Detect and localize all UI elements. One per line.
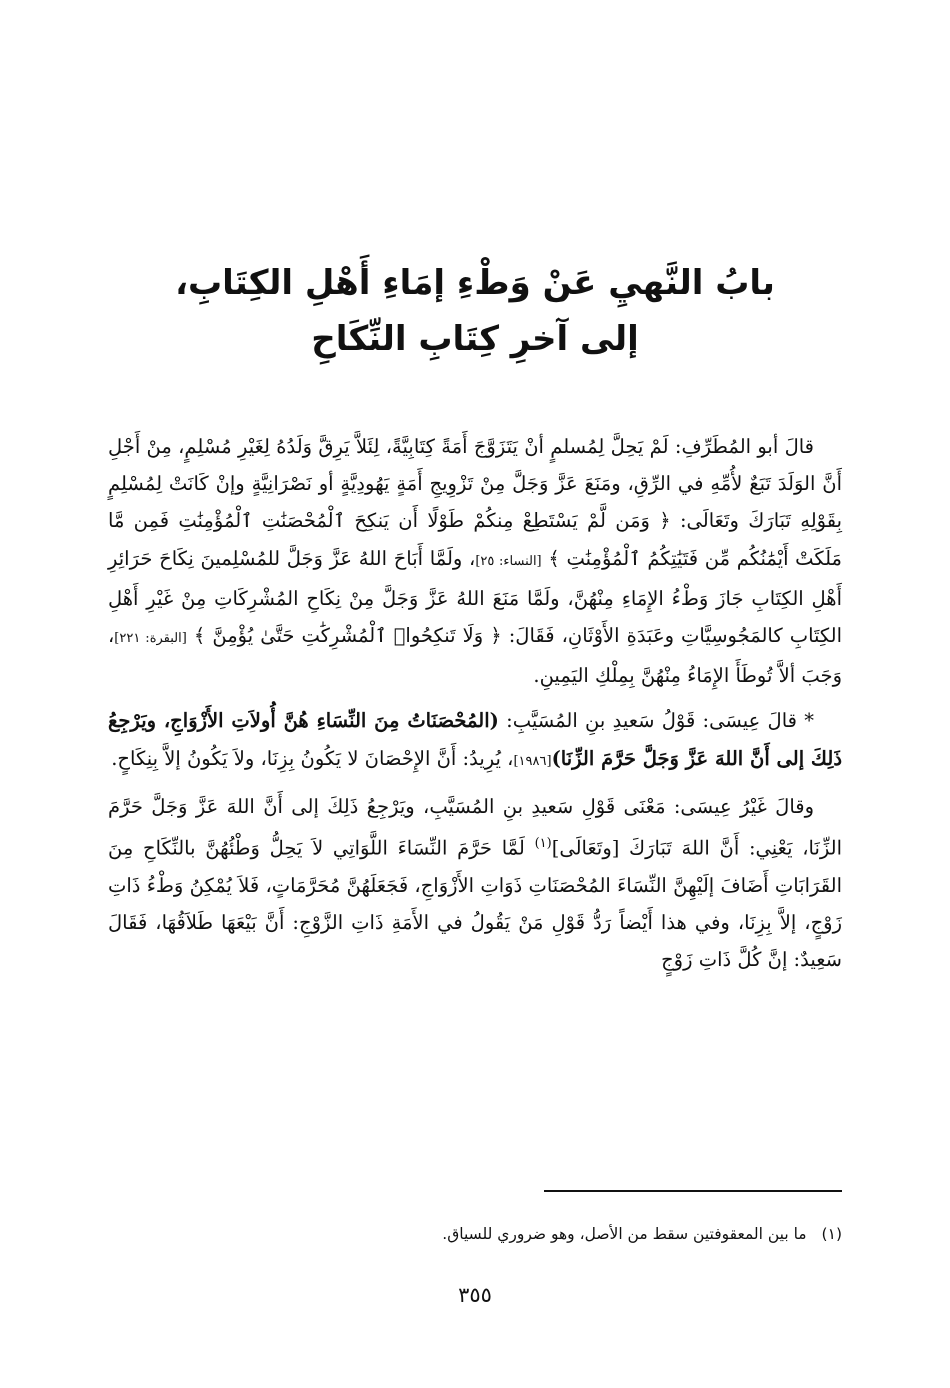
paragraph-1-text-a: قالَ أبو المُطَرِّفِ: لَمْ يَحِلَّ لِمُسلمٍ أنْ يَتَزَوَّجَ أَمَةً كِتَابِيَّةً، لِئَلاَّ يَرِقَّ وَلَدُهُ لِغَيْرِ مُسْلِمٍ، مِنْ أَجْلِ أَنَّ الوَلَدَ تَبَعٌ لأُمِّهِ في الرِّقِ، ومَنَعَ عَزَّ وَجَلَّ مِنْ تَزْوِيجِ أَمَةٍ يَهُودِيَّةٍ أو نَصْرَانِيَّةٍ وإنْ كَانَتْ لِمُسْلِمٍ بِقَوْلِهِ تَبَارَكَ وتَعَالَى:	[108, 435, 843, 533]
chapter-title-line-1: بابُ النَّهيِ عَنْ وَطْءِ إمَاءِ أَهْلِ الكِتَابِ،	[175, 263, 775, 303]
footnote-divider	[544, 1190, 842, 1192]
hadith-number: [١٩٨٦]	[513, 753, 552, 769]
paragraph-1-text-b: ، ولَمَّا أَبَاحَ اللهُ عَزَّ وَجَلَّ للمُسْلِمينَ نِكَاحَ حَرَائِرِ أَهْلِ الكِتَابِ جَازَ وَطْءُ الإِمَاءِ مِنْهُنَّ، ولَمَّا مَنَعَ اللهُ عَزَّ وَجَلَّ مِنْ نِكَاحِ المُشْرِكَاتِ مِنْ غَيْرِ أَهْلِ الكِتَابِ كالمَجُوسِيَّاتِ وعَبَدَةِ الأَوْثَانِ، فَقَالَ:	[108, 546, 843, 648]
citation-baqara: [البقرة: ٢٢١]	[114, 631, 187, 647]
quoted-statement: (المُحْصَنَاتُ مِنَ النِّسَاءِ هُنَّ أُولاَتِ الأَزْوَاجِ، ويَرْجِعُ ذَلِكَ إلى أَنَّ اللهَ عَزَّ وَجَلَّ حَرَّمَ الزِّنَا)	[108, 709, 842, 770]
main-text	[108, 428, 842, 986]
citation-nisa: [النساء: ٢٥]	[475, 553, 542, 569]
paragraph-3	[108, 788, 842, 979]
paragraph-2-text-b: ، يُرِيدُ: أَنَّ الإِحْصَانَ لا يَكُونُ بِزِنَا، ولاَ يَكُونُ إلاَّ بِنِكَاحٍ.	[111, 746, 514, 770]
paragraph-2	[108, 702, 842, 779]
footnote-reference: (١)	[534, 836, 552, 852]
footnote	[108, 1222, 842, 1246]
paragraph-1-text-c: ، وَجَبَ ألاَّ تُوطَأَ الإِمَاءُ مِنْهُنَّ بِمِلْكِ اليَمِينِ.	[108, 624, 842, 688]
footnote-marker: (١)	[821, 1225, 842, 1243]
paragraph-2-text-a: * قالَ عِيسَى: قَوْلُ سَعيدِ بنِ المُسَيَّبِ:	[506, 709, 815, 733]
page-number: ٣٥٥	[458, 1283, 492, 1307]
paragraph-3-text-b: لَمَّا حَرَّمَ النِّسَاءَ اللَّوَاتِي لاَ يَحِلُّ وَطْئُهُنَّ بالنِّكَاحِ مِنَ القَرَابَاتِ أَضَافَ إلَيْهِنَّ النِّسَاءَ المُحْصَنَاتِ ذَوَاتِ الأَزْوَاجِ، فَجَعَلَهُنَّ مُحَرَّمَاتٍ، فَلاَ يُمْكِنُ وَطْءُ ذَاتِ زَوْجٍ، إلاَّ بِزِنَا، وفي هذا أَيْضاً رَدُّ قَوْلِ مَنْ يَقُولُ في الأَمَةِ ذَاتِ الزَّوْجِ: أَنَّ بَيْعَهَا طَلاَقُهَا، فَقَالَ سَعِيدٌ: إنَّ كُلَّ ذَاتِ زَوْجٍ	[108, 836, 842, 972]
quran-verse-baqara: ﴿ وَلَا تَنكِحُوا۟ ٱلْمُشْرِكَٰتِ حَتَّىٰ يُؤْمِنَّ ﴾	[193, 624, 502, 648]
chapter-title	[120, 255, 830, 367]
chapter-title-line-2: إلى آخرِ كِتَابِ النِّكَاحِ	[311, 319, 639, 359]
paragraph-3-text-a: وقالَ غَيْرُ عِيسَى: مَعْنَى قَوْلِ سَعيدِ بنِ المُسَيَّبِ، ويَرْجِعُ ذَلِكَ إلى أَنَّ اللهَ عَزَّ وَجَلَّ حَرَّمَ الزِّنَا، يَعْنِي: أَنَّ اللهَ تَبَارَكَ [وتَعَالَى]	[108, 794, 843, 860]
footnote-text: ما بين المعقوفتين سقط من الأصل، وهو ضروري للسياق.	[442, 1225, 807, 1243]
quran-verse-nisa: ﴿ وَمَن لَّمْ يَسْتَطِعْ مِنكُمْ طَوْلًا أَن يَنكِحَ ٱلْمُحْصَنَٰتِ ٱلْمُؤْمِنَٰتِ فَمِن مَّا مَلَكَتْ أَيْمَٰنُكُم مِّن فَتَيَٰتِكُمُ ٱلْمُؤْمِنَٰتِ ﴾	[108, 509, 842, 570]
paragraph-1	[108, 428, 842, 694]
